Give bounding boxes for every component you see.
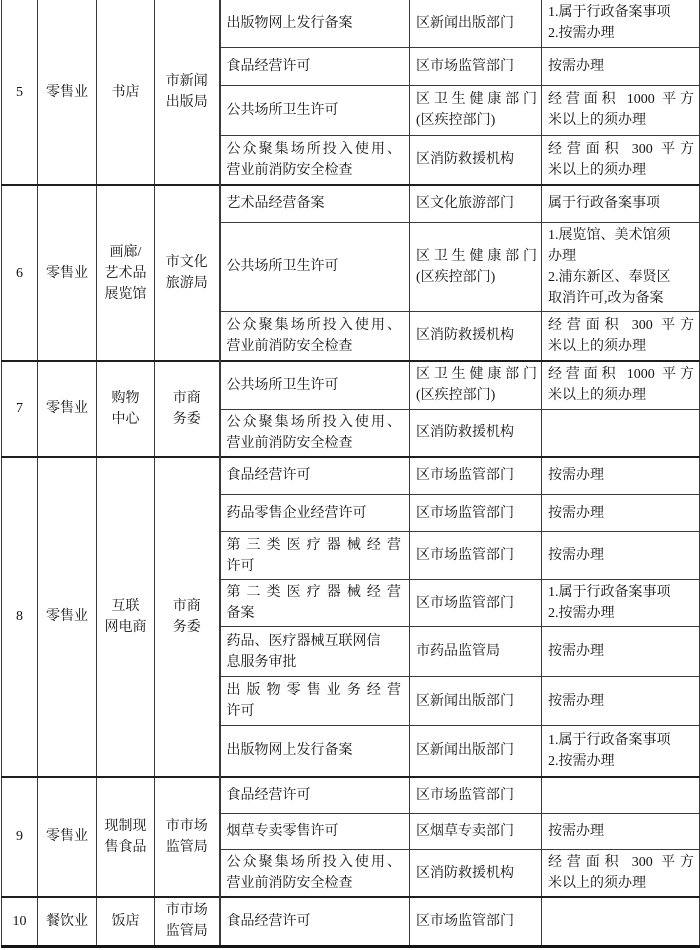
cell-text-line: 旅游局: [165, 276, 208, 291]
cell-text-line: 按需办理: [548, 644, 604, 659]
table-row: [2, 777, 700, 814]
cell-text-line: 市市场: [165, 818, 208, 834]
cell-text-line: 务委: [172, 619, 201, 635]
cell-text-line: 取消许可,改为备案: [548, 290, 664, 306]
license-item-cell: [220, 814, 410, 850]
cell-text-line: 办理: [548, 248, 576, 264]
cell-text-line: 许可: [226, 704, 255, 719]
cell-text-line: 属于行政备案事项: [548, 196, 660, 212]
responsible-dept-cell: [410, 897, 542, 946]
responsible-dept-cell: [410, 495, 542, 532]
cell-text-line: 区新闻出版部门: [416, 693, 514, 709]
cell-text-line: 公共场所卫生许可: [226, 377, 339, 393]
responsible-dept-cell: [410, 532, 542, 580]
cell-text-line: 米以上的须办理: [548, 876, 646, 891]
note-cell: [542, 850, 700, 898]
cell-text-line: 艺术品: [104, 265, 147, 281]
cell-text-line: 零售业: [46, 609, 88, 624]
cell-text-line: 务委: [172, 411, 201, 427]
cell-text-line: 零售业: [46, 265, 88, 281]
note-cell: [542, 677, 700, 726]
cell-text-line: 米以上的须办理: [548, 113, 646, 128]
cell-text-line: 备案: [226, 606, 255, 621]
cell-text-line: 2.浦东新区、奉贤区: [548, 269, 671, 285]
cell-text-line: 区卫生健康部门: [416, 367, 537, 383]
responsible-dept-cell: [410, 850, 542, 898]
license-item-cell: [220, 361, 410, 409]
cell-text-line: 公众聚集场所投入使用、: [226, 141, 401, 157]
note-cell: [542, 726, 700, 777]
cell-text-line: (区疾控部门): [416, 388, 496, 404]
note-cell: [542, 897, 700, 946]
cell-text-line: 7: [16, 401, 23, 417]
cell-text-line: 按需办理: [548, 824, 604, 839]
cell-text-line: 出版物网上发行备案: [226, 15, 353, 31]
industry-cell: [38, 897, 97, 946]
cell-text-line: 经营面积 1000 平方: [548, 367, 694, 383]
cell-text-line: 食品经营许可: [226, 787, 311, 803]
cell-text-line: (区疾控部门): [416, 113, 496, 128]
table-row: [2, 185, 700, 222]
cell-text-line: 区市场监管部门: [416, 58, 514, 74]
industry-cell: [38, 0, 97, 185]
cell-text-line: 零售业: [46, 84, 88, 100]
responsible-dept-cell: [410, 457, 542, 495]
row-number-cell: [2, 897, 38, 946]
cell-text-line: 餐饮业: [46, 913, 88, 929]
cell-text-line: 区新闻出版部门: [416, 15, 514, 31]
responsible-dept-cell: [410, 627, 542, 677]
business-type-cell: [97, 185, 155, 361]
responsible-dept-cell: [410, 222, 542, 311]
responsible-dept-cell: [410, 311, 542, 361]
cell-text-line: 经营面积 300 平方: [548, 317, 694, 333]
cell-text-line: 中心: [111, 411, 140, 427]
row-number-cell: [2, 361, 38, 457]
note-cell: [542, 627, 700, 677]
cell-text-line: 公众聚集场所投入使用、: [226, 414, 401, 430]
note-cell: [542, 135, 700, 185]
note-cell: [542, 814, 700, 850]
cell-text-line: 出版物零售业务经营: [226, 683, 401, 698]
cell-text-line: 出版局: [165, 95, 208, 110]
note-cell: [542, 777, 700, 814]
note-cell: [542, 457, 700, 495]
business-type-cell: [97, 897, 155, 946]
cell-text-line: 艺术品经营备案: [226, 196, 325, 212]
cell-text-line: 按需办理: [548, 468, 604, 484]
row-number-cell: [2, 185, 38, 361]
row-number-cell: [2, 777, 38, 898]
industry-cell: [38, 777, 97, 898]
note-cell: [542, 495, 700, 532]
cell-text-line: 书店: [111, 84, 140, 100]
cell-text-line: 区文化旅游部门: [416, 196, 514, 212]
cell-text-line: 1.属于行政备案事项: [548, 585, 671, 600]
cell-text-line: 烟草专卖零售许可: [226, 824, 339, 839]
business-type-cell: [97, 0, 155, 185]
license-item-cell: [220, 409, 410, 457]
note-cell: [542, 222, 700, 311]
row-number-cell: [2, 457, 38, 777]
cell-text-line: 8: [16, 609, 23, 624]
licensing-table: [1, 0, 700, 948]
cell-text-line: 经营面积 300 平方: [548, 141, 694, 157]
cell-text-line: 公众聚集场所投入使用、: [226, 317, 401, 333]
cell-text-line: 按需办理: [548, 505, 604, 521]
table-row: [2, 457, 700, 495]
table-row: [2, 361, 700, 409]
license-item-cell: [220, 0, 410, 47]
license-item-cell: [220, 532, 410, 580]
cell-text-line: 区市场监管部门: [416, 787, 514, 803]
industry-cell: [38, 185, 97, 361]
license-item-cell: [220, 185, 410, 222]
cell-text-line: 按需办理: [548, 58, 604, 74]
cell-text-line: 6: [16, 265, 23, 281]
responsible-dept-cell: [410, 777, 542, 814]
authority-dept-cell: [155, 0, 220, 185]
note-cell: [542, 85, 700, 135]
cell-text-line: 售食品: [104, 839, 147, 855]
cell-text-line: 区卫生健康部门: [416, 92, 537, 107]
table-row: [2, 897, 700, 946]
cell-text-line: 公共场所卫生许可: [226, 259, 339, 274]
license-item-cell: [220, 495, 410, 532]
responsible-dept-cell: [410, 185, 542, 222]
license-item-cell: [220, 85, 410, 135]
responsible-dept-cell: [410, 135, 542, 185]
business-type-cell: [97, 361, 155, 457]
note-cell: [542, 311, 700, 361]
responsible-dept-cell: [410, 580, 542, 627]
cell-text-line: 区消防救援机构: [416, 425, 514, 440]
cell-text-line: 2.按需办理: [548, 606, 615, 621]
license-item-cell: [220, 580, 410, 627]
license-item-cell: [220, 726, 410, 777]
cell-text-line: 食品经营许可: [226, 58, 311, 74]
note-cell: [542, 0, 700, 47]
cell-text-line: 按需办理: [548, 548, 604, 563]
license-item-cell: [220, 311, 410, 361]
cell-text-line: 区市场监管部门: [416, 548, 514, 563]
business-type-cell: [97, 457, 155, 777]
cell-text-line: 经营面积 300 平方: [548, 855, 694, 870]
cell-text-line: 市新闻: [165, 74, 208, 89]
cell-text-line: 米以上的须办理: [548, 338, 646, 354]
cell-text-line: 第二类医疗器械经营: [226, 585, 401, 600]
responsible-dept-cell: [410, 47, 542, 85]
cell-text-line: (区疾控部门): [416, 269, 496, 285]
cell-text-line: 1.展览馆、美术馆须: [548, 227, 671, 243]
cell-text-line: 息服务审批: [226, 654, 297, 670]
cell-text-line: 食品经营许可: [226, 468, 311, 484]
cell-text-line: 展览馆: [104, 286, 147, 302]
cell-text-line: 10: [12, 913, 27, 929]
cell-text-line: 营业前消防安全检查: [226, 162, 353, 178]
cell-text-line: 区市场监管部门: [416, 913, 514, 929]
cell-text-line: 第三类医疗器械经营: [226, 537, 401, 553]
license-item-cell: [220, 135, 410, 185]
cell-text-line: 5: [16, 84, 23, 100]
responsible-dept-cell: [410, 814, 542, 850]
cell-text-line: 区市场监管部门: [416, 468, 514, 484]
authority-dept-cell: [155, 897, 220, 946]
license-item-cell: [220, 677, 410, 726]
responsible-dept-cell: [410, 677, 542, 726]
cell-text-line: 市商: [172, 598, 201, 614]
cell-text-line: 区卫生健康部门: [416, 248, 537, 264]
responsible-dept-cell: [410, 409, 542, 457]
note-cell: [542, 409, 700, 457]
cell-text-line: 零售业: [46, 401, 88, 417]
industry-cell: [38, 457, 97, 777]
license-item-cell: [220, 897, 410, 946]
cell-text-line: 1.属于行政备案事项: [548, 732, 671, 748]
cell-text-line: 监管局: [165, 839, 208, 855]
cell-text-line: 市药品监管局: [416, 644, 500, 659]
business-type-cell: [97, 777, 155, 898]
cell-text-line: 许可: [226, 558, 255, 574]
cell-text-line: 食品经营许可: [226, 913, 311, 929]
cell-text-line: 米以上的须办理: [548, 388, 646, 404]
cell-text-line: 米以上的须办理: [548, 162, 646, 178]
responsible-dept-cell: [410, 85, 542, 135]
cell-text-line: 药品零售企业经营许可: [226, 505, 367, 521]
note-cell: [542, 532, 700, 580]
license-item-cell: [220, 627, 410, 677]
note-cell: [542, 47, 700, 85]
authority-dept-cell: [155, 777, 220, 898]
authority-dept-cell: [155, 361, 220, 457]
cell-text-line: 市商: [172, 390, 201, 406]
cell-text-line: 1.属于行政备案事项: [548, 5, 671, 21]
cell-text-line: 公共场所卫生许可: [226, 102, 339, 118]
note-cell: [542, 361, 700, 409]
cell-text-line: 营业前消防安全检查: [226, 435, 353, 451]
cell-text-line: 2.按需办理: [548, 753, 615, 769]
license-item-cell: [220, 777, 410, 814]
industry-cell: [38, 361, 97, 457]
note-cell: [542, 185, 700, 222]
cell-text-line: 药品、医疗器械互联网信: [226, 633, 381, 649]
cell-text-line: 互联: [111, 598, 140, 614]
cell-text-line: 区新闻出版部门: [416, 743, 514, 759]
cell-text-line: 零售业: [46, 829, 88, 845]
authority-dept-cell: [155, 457, 220, 777]
license-item-cell: [220, 47, 410, 85]
cell-text-line: 监管局: [165, 924, 208, 940]
cell-text-line: 区烟草专卖部门: [416, 824, 514, 839]
table-body: [2, 0, 700, 946]
cell-text-line: 购物: [111, 390, 140, 406]
cell-text-line: 公众聚集场所投入使用、: [226, 855, 401, 870]
cell-text-line: 市文化: [165, 255, 208, 270]
cell-text-line: 饭店: [111, 913, 140, 929]
cell-text-line: 画廊/: [109, 244, 142, 260]
cell-text-line: 网电商: [104, 619, 147, 635]
cell-text-line: 按需办理: [548, 693, 604, 709]
cell-text-line: 经营面积 1000 平方: [548, 92, 694, 107]
cell-text-line: 营业前消防安全检查: [226, 338, 353, 354]
license-item-cell: [220, 222, 410, 311]
cell-text-line: 市市场: [165, 903, 208, 919]
responsible-dept-cell: [410, 726, 542, 777]
cell-text-line: 区消防救援机构: [416, 328, 514, 344]
cell-text-line: 2.按需办理: [548, 26, 615, 42]
cell-text-line: 区市场监管部门: [416, 505, 514, 521]
authority-dept-cell: [155, 185, 220, 361]
cell-text-line: 9: [16, 829, 23, 845]
responsible-dept-cell: [410, 361, 542, 409]
table-row: [2, 0, 700, 47]
cell-text-line: 区消防救援机构: [416, 152, 514, 168]
cell-text-line: 现制现: [104, 818, 147, 834]
cell-text-line: 区市场监管部门: [416, 595, 514, 611]
cell-text-line: 营业前消防安全检查: [226, 876, 353, 891]
row-number-cell: [2, 0, 38, 185]
responsible-dept-cell: [410, 0, 542, 47]
license-item-cell: [220, 457, 410, 495]
note-cell: [542, 580, 700, 627]
cell-text-line: 出版物网上发行备案: [226, 743, 353, 759]
cell-text-line: 区消防救援机构: [416, 865, 514, 881]
license-item-cell: [220, 850, 410, 898]
